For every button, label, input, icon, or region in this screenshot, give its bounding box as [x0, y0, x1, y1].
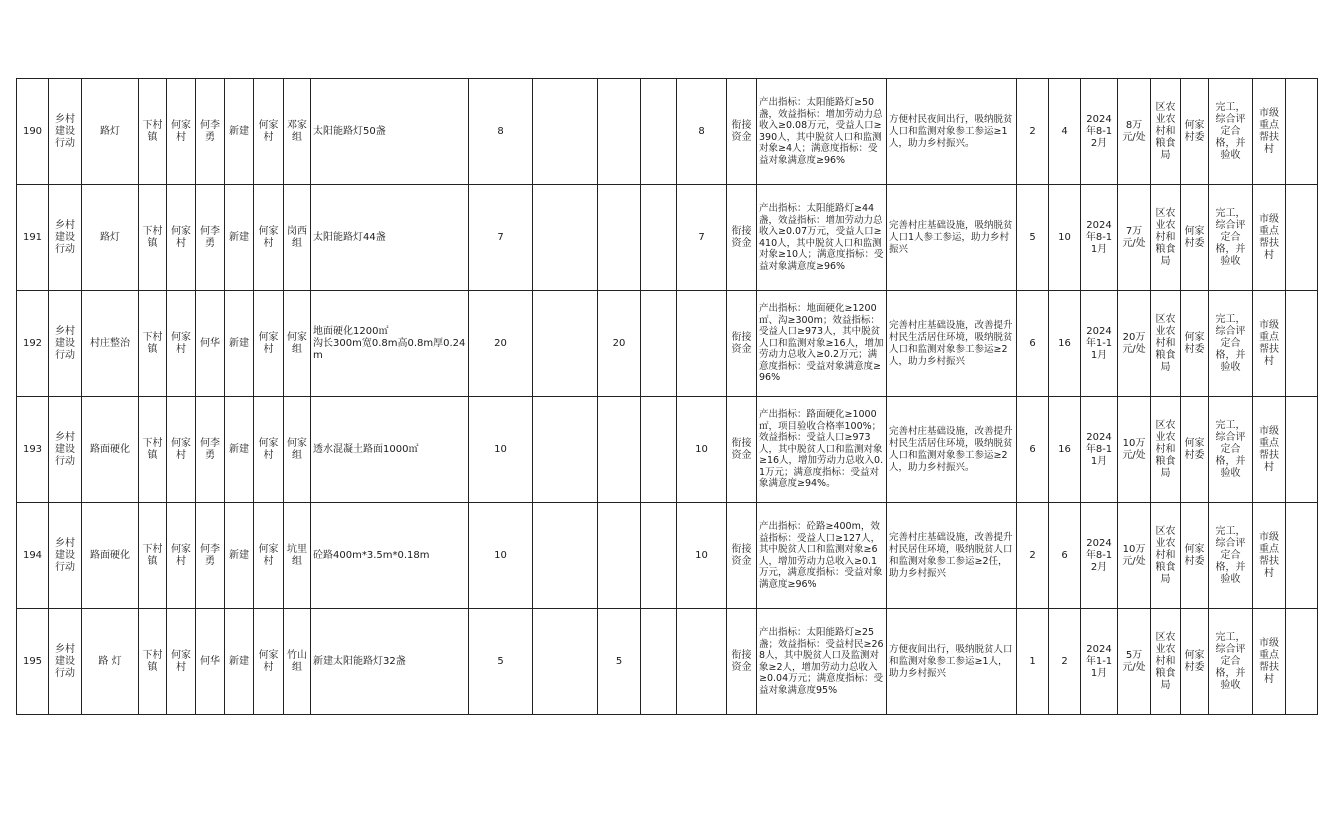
benefit-mechanism-cell: 完善村庄基础设施，改善提升村民生活居住环境，吸纳脱贫人口和监测对象参工参运≥2人，助力乡村振兴。 — [887, 397, 1017, 503]
beneficiary-people-cell: 2 — [1049, 609, 1081, 715]
town-cell: 下村镇 — [139, 79, 167, 185]
benefit-mechanism-cell: 完善村庄基础设施，改善提升村民生活居住环境，吸纳脱贫人口和监测对象参工参运≥2人，助力乡村振兴 — [887, 291, 1017, 397]
site-village-cell: 何家村 — [254, 185, 284, 291]
supervising-department-cell: 区农业农村和粮食局 — [1151, 291, 1181, 397]
category-cell: 乡村建设行动 — [49, 79, 82, 185]
fund-col-b-cell — [598, 79, 641, 185]
subsidy-standard-cell: 10万元/处 — [1118, 397, 1151, 503]
fund-col-c-cell — [641, 503, 677, 609]
table-row — [17, 503, 1318, 609]
acceptance-status-cell: 完工，综合评定合格，并验收 — [1209, 185, 1253, 291]
village-group-cell: 岗西组 — [284, 185, 311, 291]
village-group-cell: 邓家组 — [284, 79, 311, 185]
project-type-cell: 路 灯 — [82, 609, 139, 715]
construction-content-cell: 新建太阳能路灯32盏 — [311, 609, 469, 715]
beneficiary-households-cell: 1 — [1017, 609, 1049, 715]
fund-source-cell: 衔接资金 — [727, 503, 757, 609]
row-number: 193 — [17, 397, 49, 503]
responsible-person-cell: 何李勇 — [196, 397, 225, 503]
supervising-department-cell: 区农业农村和粮食局 — [1151, 185, 1181, 291]
fund-col-b-cell: 5 — [598, 609, 641, 715]
category-cell: 乡村建设行动 — [49, 609, 82, 715]
extra-cell — [1286, 185, 1318, 291]
fund-col-b-cell: 20 — [598, 291, 641, 397]
fund-col-a-cell — [533, 185, 598, 291]
fund-col-c-cell — [641, 609, 677, 715]
town-cell: 下村镇 — [139, 503, 167, 609]
project-type-cell: 路面硬化 — [82, 503, 139, 609]
benefit-mechanism-cell: 方便村民夜间出行，吸纳脱贫人口和监测对象参工参运≥1人，助力乡村振兴。 — [887, 79, 1017, 185]
construction-content-cell: 地面硬化1200㎡ 沟长300m宽0.8m高0.8m厚0.24m — [311, 291, 469, 397]
extra-cell — [1286, 291, 1318, 397]
extra-cell — [1286, 609, 1318, 715]
beneficiary-people-cell: 6 — [1049, 503, 1081, 609]
implementing-unit-cell: 何家村委 — [1181, 291, 1209, 397]
village-group-cell: 竹山组 — [284, 609, 311, 715]
performance-indicators-cell: 产出指标：太阳能路灯≥44盏，效益指标：增加劳动力总收入≥0.07万元，受益人口≥410人，其中脱贫人口和监测对象≥10人；满意度指标：受益对象满意度≥96% — [757, 185, 887, 291]
acceptance-status-cell: 完工，综合评定合格，并验收 — [1209, 609, 1253, 715]
supervising-department-cell: 区农业农村和粮食局 — [1151, 397, 1181, 503]
subsidy-standard-cell: 20万元/处 — [1118, 291, 1151, 397]
fund-col-a-cell — [533, 397, 598, 503]
construction-nature-cell: 新建 — [225, 503, 254, 609]
construction-nature-cell: 新建 — [225, 609, 254, 715]
town-cell: 下村镇 — [139, 185, 167, 291]
implementing-unit-cell: 何家村委 — [1181, 79, 1209, 185]
acceptance-status-cell: 完工，综合评定合格，并验收 — [1209, 79, 1253, 185]
table-row — [17, 291, 1318, 397]
extra-cell — [1286, 397, 1318, 503]
implementation-period-cell: 2024年8-11月 — [1081, 185, 1118, 291]
row-number: 192 — [17, 291, 49, 397]
benefit-mechanism-cell: 完善村庄基础设施，吸纳脱贫人口1人参工参运，助力乡村振兴 — [887, 185, 1017, 291]
implementing-unit-cell: 何家村委 — [1181, 503, 1209, 609]
row-number: 191 — [17, 185, 49, 291]
fund-col-a-cell — [533, 291, 598, 397]
total-investment-cell: 7 — [469, 185, 533, 291]
row-number: 195 — [17, 609, 49, 715]
town-cell: 下村镇 — [139, 291, 167, 397]
construction-nature-cell: 新建 — [225, 291, 254, 397]
subsidy-standard-cell: 5万元/处 — [1118, 609, 1151, 715]
fund-col-b-cell — [598, 185, 641, 291]
responsible-person-cell: 何华 — [196, 609, 225, 715]
fund-col-a-cell — [533, 609, 598, 715]
village-cell: 何家村 — [167, 609, 196, 715]
fund-col-c-cell — [641, 79, 677, 185]
village-group-cell: 何家组 — [284, 291, 311, 397]
implementing-unit-cell: 何家村委 — [1181, 609, 1209, 715]
category-cell: 乡村建设行动 — [49, 397, 82, 503]
site-village-cell: 何家村 — [254, 609, 284, 715]
responsible-person-cell: 何李勇 — [196, 185, 225, 291]
total-investment-cell: 10 — [469, 503, 533, 609]
subsidy-standard-cell: 8万元/处 — [1118, 79, 1151, 185]
village-group-cell: 何家组 — [284, 397, 311, 503]
supervising-department-cell: 区农业农村和粮食局 — [1151, 503, 1181, 609]
remark-cell: 市级重点帮扶村 — [1253, 185, 1286, 291]
fund-col-a-cell — [533, 79, 598, 185]
performance-indicators-cell: 产出指标：路面硬化≥1000㎡，项目验收合格率100%；效益指标：受益人口≥973人，其中脱贫人口和监测对象≥16人，增加劳动力总收入0.1万元；满意度指标：受益对象满意度≥94%。 — [757, 397, 887, 503]
construction-content-cell: 太阳能路灯44盏 — [311, 185, 469, 291]
responsible-person-cell: 何李勇 — [196, 79, 225, 185]
beneficiary-people-cell: 10 — [1049, 185, 1081, 291]
fund-col-d-cell — [677, 291, 727, 397]
responsible-person-cell: 何李勇 — [196, 503, 225, 609]
responsible-person-cell: 何华 — [196, 291, 225, 397]
total-investment-cell: 20 — [469, 291, 533, 397]
acceptance-status-cell: 完工，综合评定合格，并验收 — [1209, 503, 1253, 609]
category-cell: 乡村建设行动 — [49, 185, 82, 291]
total-investment-cell: 8 — [469, 79, 533, 185]
performance-indicators-cell: 产出指标：砼路≥400m，效益指标：受益人口≥127人，其中脱贫人口和监测对象≥6人，增加劳动力总收入≥0.1万元，满意度指标：受益对象满意度≥96% — [757, 503, 887, 609]
fund-col-c-cell — [641, 397, 677, 503]
fund-col-b-cell — [598, 397, 641, 503]
table-row — [17, 609, 1318, 715]
fund-source-cell: 衔接资金 — [727, 185, 757, 291]
category-cell: 乡村建设行动 — [49, 291, 82, 397]
village-group-cell: 坑里组 — [284, 503, 311, 609]
fund-col-d-cell: 7 — [677, 185, 727, 291]
project-type-cell: 路灯 — [82, 79, 139, 185]
performance-indicators-cell: 产出指标：太阳能路灯≥50盏，效益指标：增加劳动力总收入≥0.08万元，受益人口≥390人，其中脱贫人口和监测对象≥4人；满意度指标：受益对象满意度≥96% — [757, 79, 887, 185]
subsidy-standard-cell: 10万元/处 — [1118, 503, 1151, 609]
supervising-department-cell: 区农业农村和粮食局 — [1151, 79, 1181, 185]
beneficiary-people-cell: 4 — [1049, 79, 1081, 185]
project-type-cell: 路灯 — [82, 185, 139, 291]
beneficiary-households-cell: 2 — [1017, 503, 1049, 609]
beneficiary-households-cell: 2 — [1017, 79, 1049, 185]
town-cell: 下村镇 — [139, 397, 167, 503]
town-cell: 下村镇 — [139, 609, 167, 715]
fund-source-cell: 衔接资金 — [727, 609, 757, 715]
beneficiary-people-cell: 16 — [1049, 397, 1081, 503]
construction-content-cell: 砼路400m*3.5m*0.18m — [311, 503, 469, 609]
total-investment-cell: 10 — [469, 397, 533, 503]
implementation-period-cell: 2024年8-12月 — [1081, 503, 1118, 609]
extra-cell — [1286, 79, 1318, 185]
construction-nature-cell: 新建 — [225, 397, 254, 503]
table-row — [17, 397, 1318, 503]
village-cell: 何家村 — [167, 503, 196, 609]
remark-cell: 市级重点帮扶村 — [1253, 503, 1286, 609]
row-number: 190 — [17, 79, 49, 185]
construction-nature-cell: 新建 — [225, 185, 254, 291]
beneficiary-households-cell: 6 — [1017, 397, 1049, 503]
implementation-period-cell: 2024年1-11月 — [1081, 609, 1118, 715]
extra-cell — [1286, 503, 1318, 609]
subsidy-standard-cell: 7万元/处 — [1118, 185, 1151, 291]
fund-col-c-cell — [641, 291, 677, 397]
fund-source-cell: 衔接资金 — [727, 79, 757, 185]
implementation-period-cell: 2024年8-12月 — [1081, 79, 1118, 185]
construction-nature-cell: 新建 — [225, 79, 254, 185]
fund-col-d-cell — [677, 609, 727, 715]
construction-content-cell: 透水混凝土路面1000㎡ — [311, 397, 469, 503]
implementing-unit-cell: 何家村委 — [1181, 397, 1209, 503]
fund-col-d-cell: 10 — [677, 397, 727, 503]
table-row — [17, 79, 1318, 185]
project-type-cell: 村庄整治 — [82, 291, 139, 397]
village-cell: 何家村 — [167, 79, 196, 185]
fund-col-b-cell — [598, 503, 641, 609]
fund-col-d-cell: 8 — [677, 79, 727, 185]
site-village-cell: 何家村 — [254, 291, 284, 397]
fund-source-cell: 衔接资金 — [727, 291, 757, 397]
category-cell: 乡村建设行动 — [49, 503, 82, 609]
village-cell: 何家村 — [167, 291, 196, 397]
fund-col-c-cell — [641, 185, 677, 291]
fund-col-d-cell: 10 — [677, 503, 727, 609]
benefit-mechanism-cell: 方便夜间出行，吸纳脱贫人口和监测对象参工参运≥1人，助力乡村振兴 — [887, 609, 1017, 715]
total-investment-cell: 5 — [469, 609, 533, 715]
remark-cell: 市级重点帮扶村 — [1253, 397, 1286, 503]
fund-source-cell: 衔接资金 — [727, 397, 757, 503]
supervising-department-cell: 区农业农村和粮食局 — [1151, 609, 1181, 715]
table-row — [17, 185, 1318, 291]
performance-indicators-cell: 产出指标：太阳能路灯≥25盏；效益指标：受益村民≥268人，其中脱贫人口及监测对象≥2人，增加劳动力总收入≥0.04万元；满意度指标：受益对象满意度95% — [757, 609, 887, 715]
beneficiary-people-cell: 16 — [1049, 291, 1081, 397]
benefit-mechanism-cell: 完善村庄基础设施，改善提升村民居住环境，吸纳脱贫人口和监测对象参工参运≥2任，助力乡村振兴 — [887, 503, 1017, 609]
site-village-cell: 何家村 — [254, 397, 284, 503]
remark-cell: 市级重点帮扶村 — [1253, 609, 1286, 715]
remark-cell: 市级重点帮扶村 — [1253, 79, 1286, 185]
implementation-period-cell: 2024年8-11月 — [1081, 397, 1118, 503]
beneficiary-households-cell: 5 — [1017, 185, 1049, 291]
beneficiary-households-cell: 6 — [1017, 291, 1049, 397]
construction-content-cell: 太阳能路灯50盏 — [311, 79, 469, 185]
site-village-cell: 何家村 — [254, 79, 284, 185]
project-type-cell: 路面硬化 — [82, 397, 139, 503]
implementation-period-cell: 2024年1-11月 — [1081, 291, 1118, 397]
acceptance-status-cell: 完工，综合评定合格，并验收 — [1209, 291, 1253, 397]
acceptance-status-cell: 完工，综合评定合格，并验收 — [1209, 397, 1253, 503]
implementing-unit-cell: 何家村委 — [1181, 185, 1209, 291]
project-table — [16, 78, 1318, 715]
fund-col-a-cell — [533, 503, 598, 609]
row-number: 194 — [17, 503, 49, 609]
site-village-cell: 何家村 — [254, 503, 284, 609]
remark-cell: 市级重点帮扶村 — [1253, 291, 1286, 397]
village-cell: 何家村 — [167, 185, 196, 291]
village-cell: 何家村 — [167, 397, 196, 503]
performance-indicators-cell: 产出指标：地面硬化≥1200㎡、沟≥300m；效益指标：受益人口≥973人，其中脱贫人口和监测对象≥16人，增加劳动力总收入≥0.2万元；满意度指标：受益对象满意度≥96% — [757, 291, 887, 397]
